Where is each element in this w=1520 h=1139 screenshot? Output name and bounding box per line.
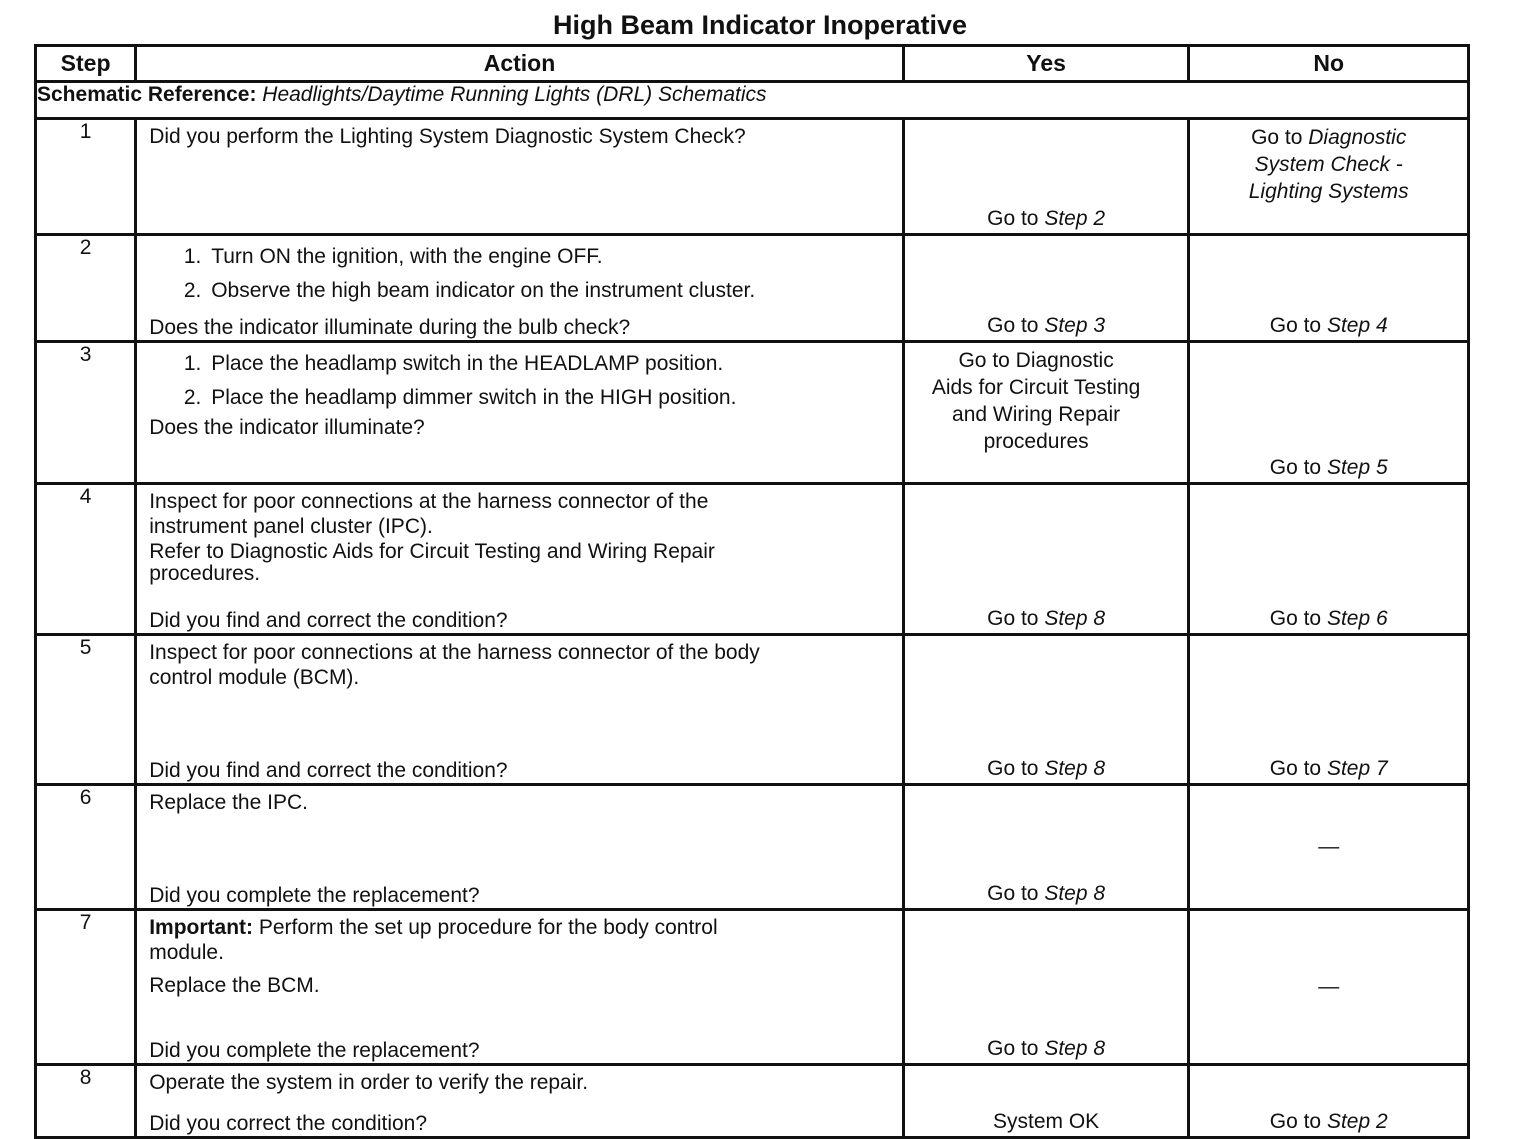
no-answer: Go to Step 4 — [1269, 314, 1388, 337]
step-link[interactable]: Step 6 — [1326, 607, 1388, 630]
action-cell — [136, 785, 904, 910]
action-cell — [136, 235, 904, 342]
schematic-row — [36, 82, 1469, 119]
yes-cell — [903, 235, 1189, 342]
no-answer: Go to Step 5 — [1269, 456, 1388, 479]
action-text: Operate the system in order to verify the repair. — [149, 1071, 589, 1094]
yes-answer: Go to Step 8 — [987, 607, 1106, 630]
action-cell — [136, 635, 904, 785]
action-text: control module (BCM). — [149, 666, 360, 689]
substep: 2. Observe the high beam indicator on the instrument cluster. — [207, 274, 890, 308]
yes-cell — [903, 484, 1189, 635]
no-answer: Go to Step 6 — [1269, 607, 1388, 630]
substep: 2. Place the headlamp dimmer switch in the HIGH position. — [207, 381, 890, 415]
important-note: Important: Perform the set up procedure for the body control — [149, 916, 718, 939]
table-row — [36, 1065, 1469, 1138]
no-answer: — — [1318, 835, 1340, 858]
header-action: Action — [136, 46, 904, 82]
yes-cell — [903, 119, 1189, 235]
table-row — [36, 785, 1469, 910]
step-link[interactable]: Step 5 — [1326, 456, 1388, 479]
substep-list — [149, 240, 890, 308]
action-question: Did you find and correct the condition? — [149, 609, 508, 632]
step-number: 6 — [36, 785, 136, 910]
no-cell — [1189, 484, 1469, 635]
action-text: Replace the IPC. — [149, 791, 308, 814]
step-link[interactable]: Step 8 — [1044, 882, 1106, 905]
substep: 1. Place the headlamp switch in the HEADLAMP position. — [207, 347, 890, 381]
header-step: Step — [36, 46, 136, 82]
yes-answer: Go to Step 2 — [987, 207, 1106, 230]
table-row — [36, 119, 1469, 235]
action-question: Did you complete the replacement? — [149, 884, 480, 907]
action-question: Did you complete the replacement? — [149, 1039, 480, 1062]
action-text: Inspect for poor connections at the harness connector of the body — [149, 641, 760, 664]
step-number: 1 — [36, 119, 136, 235]
action-question: Does the indicator illuminate? — [149, 416, 425, 439]
substep-list — [149, 347, 890, 415]
step-link[interactable]: Step 2 — [1044, 207, 1106, 230]
step-link[interactable]: Step 8 — [1044, 757, 1106, 780]
step-number: 3 — [36, 342, 136, 484]
action-question: Did you find and correct the condition? — [149, 759, 508, 782]
step-number: 7 — [36, 910, 136, 1065]
schematic-value: Headlights/Daytime Running Lights (DRL) Schematics — [262, 83, 767, 106]
yes-cell — [903, 785, 1189, 910]
action-cell — [136, 1065, 904, 1138]
action-cell — [136, 119, 904, 235]
action-question: Does the indicator illuminate during the bulb check? — [149, 316, 631, 339]
yes-answer: Go to Step 8 — [987, 1037, 1106, 1060]
step-number: 8 — [36, 1065, 136, 1138]
step-link[interactable]: Step 8 — [1044, 1037, 1106, 1060]
action-text: instrument panel cluster (IPC). — [149, 515, 433, 538]
action-cell — [136, 910, 904, 1065]
no-cell — [1189, 119, 1469, 235]
header-yes: Yes — [903, 46, 1189, 82]
action-text: module. — [149, 941, 224, 964]
action-question: Did you perform the Lighting System Diagnostic System Check? — [149, 125, 746, 148]
action-cell — [136, 342, 904, 484]
table-row — [36, 342, 1469, 484]
header-no: No — [1189, 46, 1469, 82]
yes-cell — [903, 635, 1189, 785]
table-row — [36, 235, 1469, 342]
table-row — [36, 484, 1469, 635]
yes-answer: Go to Step 8 — [987, 757, 1106, 780]
action-text: Refer to Diagnostic Aids for Circuit Testing and Wiring Repair — [149, 540, 715, 563]
yes-answer[interactable]: Go to Diagnostic Aids for Circuit Testing and Wiring Repair procedures — [931, 349, 1141, 453]
no-answer: — — [1318, 975, 1340, 998]
substep: 1. Turn ON the ignition, with the engine OFF. — [207, 240, 890, 274]
step-number: 4 — [36, 484, 136, 635]
no-answer: Go to Step 2 — [1269, 1110, 1388, 1133]
yes-cell — [903, 342, 1189, 484]
step-number: 5 — [36, 635, 136, 785]
yes-answer: System OK — [992, 1110, 1100, 1133]
step-number: 2 — [36, 235, 136, 342]
schematic-reference — [36, 82, 1469, 119]
yes-answer: Go to Step 8 — [987, 882, 1106, 905]
action-cell — [136, 484, 904, 635]
no-cell — [1189, 910, 1469, 1065]
header-row — [36, 46, 1469, 82]
action-question: Did you correct the condition? — [149, 1112, 428, 1135]
step-link[interactable]: Step 8 — [1044, 607, 1106, 630]
no-answer: Go to Step 7 — [1269, 757, 1388, 780]
page-title: High Beam Indicator Inoperative — [552, 10, 968, 40]
table-row — [36, 910, 1469, 1065]
no-answer[interactable]: Go to Diagnostic System Check - Lighting Systems — [1248, 126, 1409, 203]
no-cell — [1189, 235, 1469, 342]
action-text: procedures. — [149, 562, 261, 585]
diagnostic-table — [34, 44, 1470, 1139]
yes-answer: Go to Step 3 — [987, 314, 1106, 337]
table-row — [36, 635, 1469, 785]
step-link[interactable]: Step 7 — [1326, 757, 1388, 780]
no-cell — [1189, 635, 1469, 785]
step-link[interactable]: Step 4 — [1326, 314, 1388, 337]
yes-cell — [903, 910, 1189, 1065]
step-link[interactable]: Step 3 — [1044, 314, 1106, 337]
schematic-label: Schematic Reference: — [37, 83, 257, 106]
yes-cell — [903, 1065, 1189, 1138]
action-text: Replace the BCM. — [149, 974, 320, 997]
no-cell — [1189, 785, 1469, 910]
step-link[interactable]: Step 2 — [1326, 1110, 1388, 1133]
no-cell — [1189, 1065, 1469, 1138]
action-text: Inspect for poor connections at the harness connector of the — [149, 490, 709, 513]
no-cell — [1189, 342, 1469, 484]
